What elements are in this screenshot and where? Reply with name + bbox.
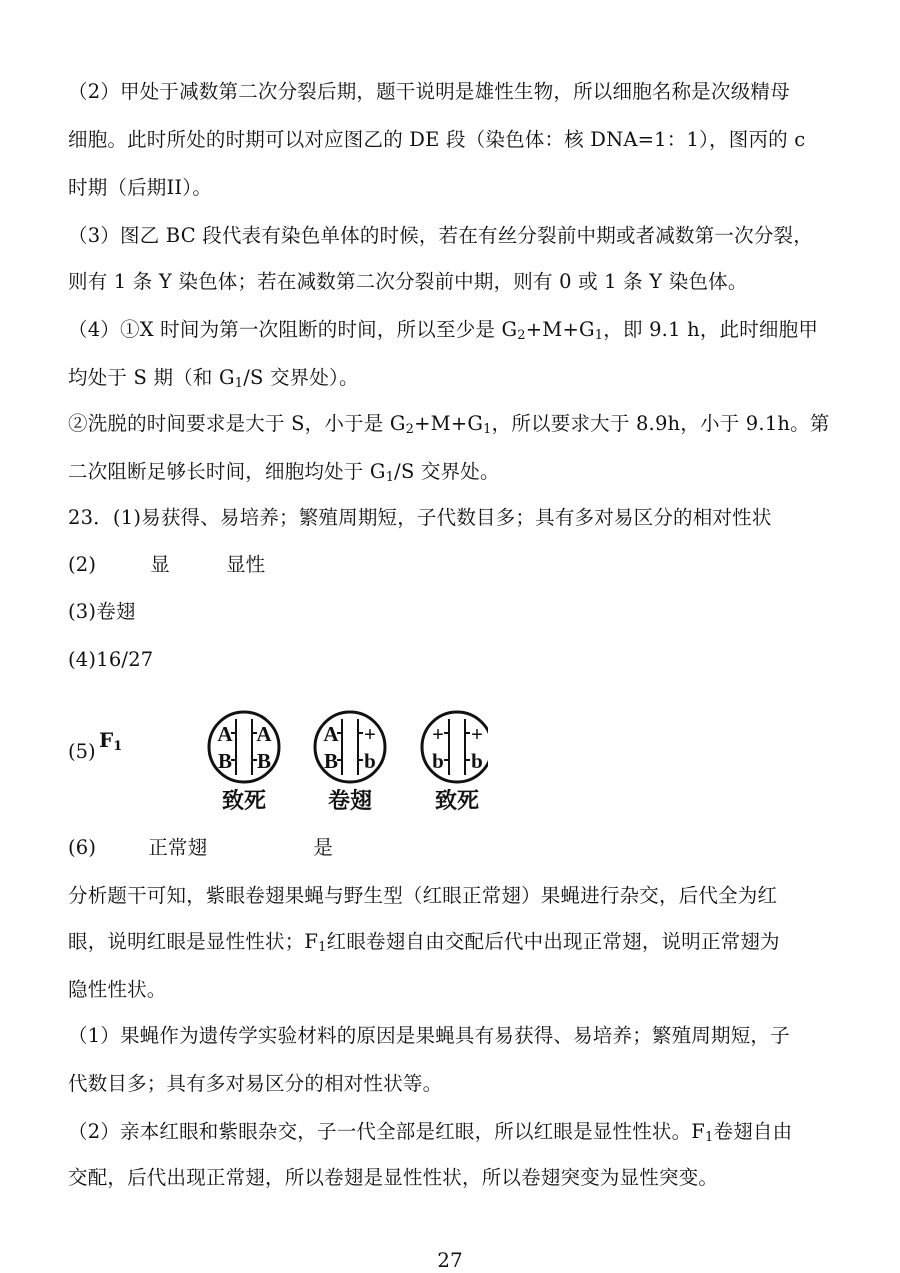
text-seg: ②洗脱的时间要求是大于 S，小于是 G [68,412,406,435]
text-line-19: （1）果蝇作为遗传学实验材料的原因是果蝇具有易获得、易培养；繁殖周期短，子 [68,1024,790,1047]
allele-label: b [471,749,483,773]
text-line-2: 细胞。此时所处的时期可以对应图乙的 DE 段（染色体：核 DNA=1：1），图丙的 c [68,128,806,151]
text-seg: ，所以要求大于 8.9h，小于 9.1h。第 [491,412,830,435]
text-line-9 [68,460,500,484]
text-line-1: （2）甲处于减数第二次分裂后期，题干说明是雄性生物，所以细胞名称是次级精母 [68,80,790,103]
text-line-22: 交配，后代出现正常翅，所以卷翅是显性性状，所以卷翅突变为显性突变。 [68,1166,719,1189]
allele-label: A [217,722,233,746]
subscript: 2 [405,422,415,437]
text-seg: /S 交界处）。 [243,366,359,389]
allele-label: A [256,722,272,746]
subscript: 1 [318,940,327,955]
answer-part: 显性 [225,553,266,576]
text-seg: （2）亲本红眼和紫眼杂交，子一代全部是红眼，所以红眼是显性性状。F [68,1120,706,1143]
cells-svg [68,700,488,820]
subscript: 2 [517,328,526,343]
answer-num: (6) [68,836,97,859]
answer-23-1: 23．(1)易获得、易培养；繁殖周期短，子代数目多；具有多对易区分的相对性状 [68,506,772,529]
allele-label: A [323,722,339,746]
text-seg: 卷翅自由 [713,1120,793,1143]
text-seg: +M+G [414,412,484,435]
text-seg: /S 交界处。 [394,460,500,483]
answer-part: 正常翅 [148,836,208,859]
allele-label: B [217,749,233,773]
text-line-6 [68,318,818,342]
subscript: 1 [234,376,244,391]
answer-part: 是 [313,836,334,859]
text-seg: 眼，说明红眼是显性性状；F [68,930,319,953]
cell-caption: 致死 [434,788,480,813]
text-line-8 [68,412,830,436]
answer-num: (2) [68,553,97,576]
answer-23-6 [68,836,333,860]
answer-part: 显 [150,553,170,576]
text-line-7 [68,366,359,390]
text-line-17 [68,930,780,954]
generation-sub: 1 [113,739,123,754]
subscript: 1 [705,1130,714,1145]
generation-letter: F [99,728,114,752]
cell-caption: 致死 [221,788,267,813]
allele-label: B [323,749,339,773]
text-seg: 均处于 S 期（和 G [68,366,235,389]
allele-label: + [364,722,376,746]
answer-23-4: (4)16/27 [68,648,154,671]
answer-23-5-label: (5) [68,740,96,763]
page-number: 27 [437,1248,463,1272]
allele-label: B [256,749,272,773]
text-line-21 [68,1120,792,1144]
text-line-20: 代数目多；具有多对易区分的相对性状等。 [68,1072,443,1095]
cell-caption: 卷翅 [327,788,373,813]
text-seg: （4）①X 时间为第一次阻断的时间，所以至少是 G [68,318,518,341]
answer-23-2 [68,553,265,577]
text-line-5: 则有 1 条 Y 染色体；若在减数第二次分裂前中期，则有 0 或 1 条 Y 染色体。 [68,270,748,293]
answer-23-3: (3)卷翅 [68,600,136,623]
genotype-diagram [68,700,488,820]
subscript: 1 [594,328,604,343]
text-line-4: （3）图乙 BC 段代表有染色单体的时候，若在有丝分裂前中期或者减数第一次分裂， [68,224,813,247]
text-line-3: 时期（后期II）。 [68,176,212,199]
text-line-18: 隐性性状。 [68,978,167,1001]
allele-label: b [432,749,444,773]
subscript: 1 [483,422,492,437]
allele-label: + [432,722,444,746]
subscript: 1 [385,470,395,485]
allele-label: b [364,749,376,773]
text-seg: +M+G [525,318,595,341]
allele-label: + [471,722,483,746]
text-seg: ，即 9.1 h，此时细胞甲 [603,318,819,341]
text-seg: 二次阻断足够长时间，细胞均处于 G [68,460,386,483]
text-line-16: 分析题干可知，紫眼卷翅果蝇与野生型（红眼正常翅）果蝇进行杂交，后代全为红 [68,884,778,907]
text-seg: 红眼卷翅自由交配后代中出现正常翅，说明正常翅为 [326,930,780,953]
